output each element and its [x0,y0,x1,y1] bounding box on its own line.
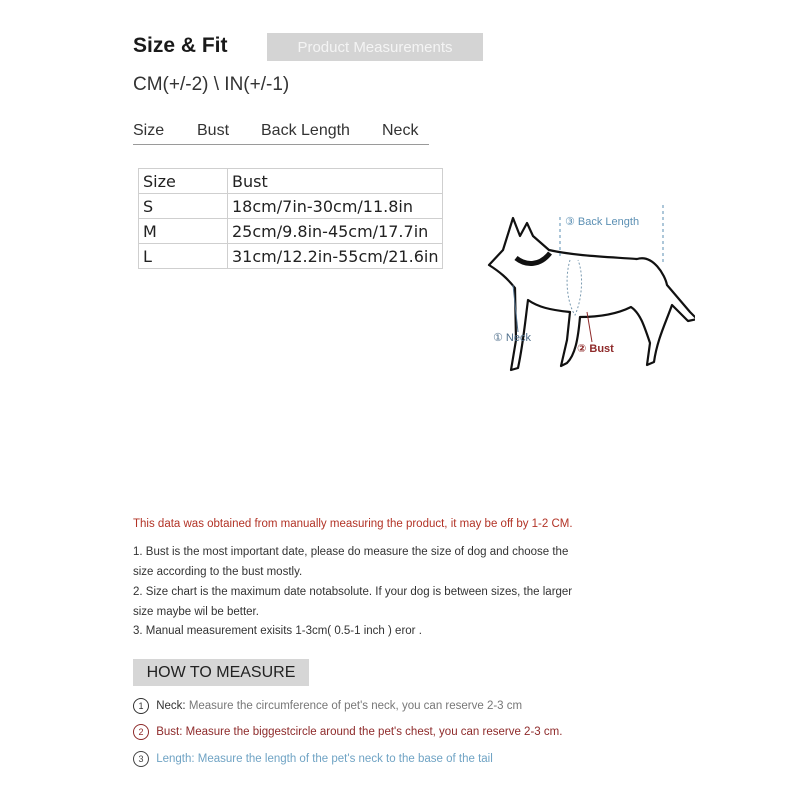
bust-cell: 31cm/12.2in-55cm/21.6in [228,244,443,269]
note-line: size according to the bust mostly. [133,566,303,578]
column-header-back-length: Back Length [261,122,350,139]
circled-number-icon: 1 [133,698,149,714]
table-row [139,244,443,269]
units-note: CM(+/-2) \ IN(+/-1) [133,74,290,95]
item-text: Measure the biggestcircle around the pet's chest, you can reserve 2-3 cm. [185,726,563,739]
column-header-bust: Bust [197,122,230,139]
circled-number-icon: 3 [133,751,149,767]
header-divider [133,144,429,145]
table-header-cell: Bust [228,169,443,194]
note-line: 1. Bust is the most important date, please do measure the size of dog and choose the [133,546,569,558]
bust-cell: 25cm/9.8in-45cm/17.7in [228,219,443,244]
item-label: Neck: [156,700,186,713]
size-cell: S [139,194,228,219]
size-table [138,168,443,269]
note-line: 2. Size chart is the maximum date notabsolute. If your dog is between sizes, the larger [133,586,573,598]
table-row [139,194,443,219]
bust-cell: 18cm/7in-30cm/11.8in [228,194,443,219]
how-to-measure-heading: HOW TO MEASURE [133,659,309,686]
how-to-item-bust [133,724,562,740]
item-text: Measure the circumference of pet's neck, you can reserve 2-3 cm [188,700,523,713]
back-length-label: ③ Back Length [565,216,640,228]
collar-icon [516,253,550,263]
note-line: size maybe wil be better. [133,606,259,618]
product-measurements-badge: Product Measurements [267,33,483,61]
size-cell: L [139,244,228,269]
table-header-row [139,169,443,194]
item-label: Length: [156,753,195,766]
column-header-size: Size [133,122,165,139]
size-cell: M [139,219,228,244]
note-line: 3. Manual measurement exisits 1-3cm( 0.5-1 inch ) eror . [133,625,422,637]
table-row [139,219,443,244]
how-to-item-neck [133,698,522,714]
how-to-item-length [133,751,493,767]
neck-label: ① Neck [493,332,531,344]
bust-loop [567,260,581,315]
page-title: Size & Fit [133,34,228,57]
item-label: Bust: [156,726,183,739]
item-text: Measure the length of the pet's neck to the base of the tail [197,753,493,766]
disclaimer-note: This data was obtained from manually measuring the product, it may be off by 1-2 CM. [133,518,573,530]
table-header-cell: Size [139,169,228,194]
bust-label: ② Bust [577,343,614,355]
column-header-neck: Neck [382,122,419,139]
circled-number-icon: 2 [133,724,149,740]
